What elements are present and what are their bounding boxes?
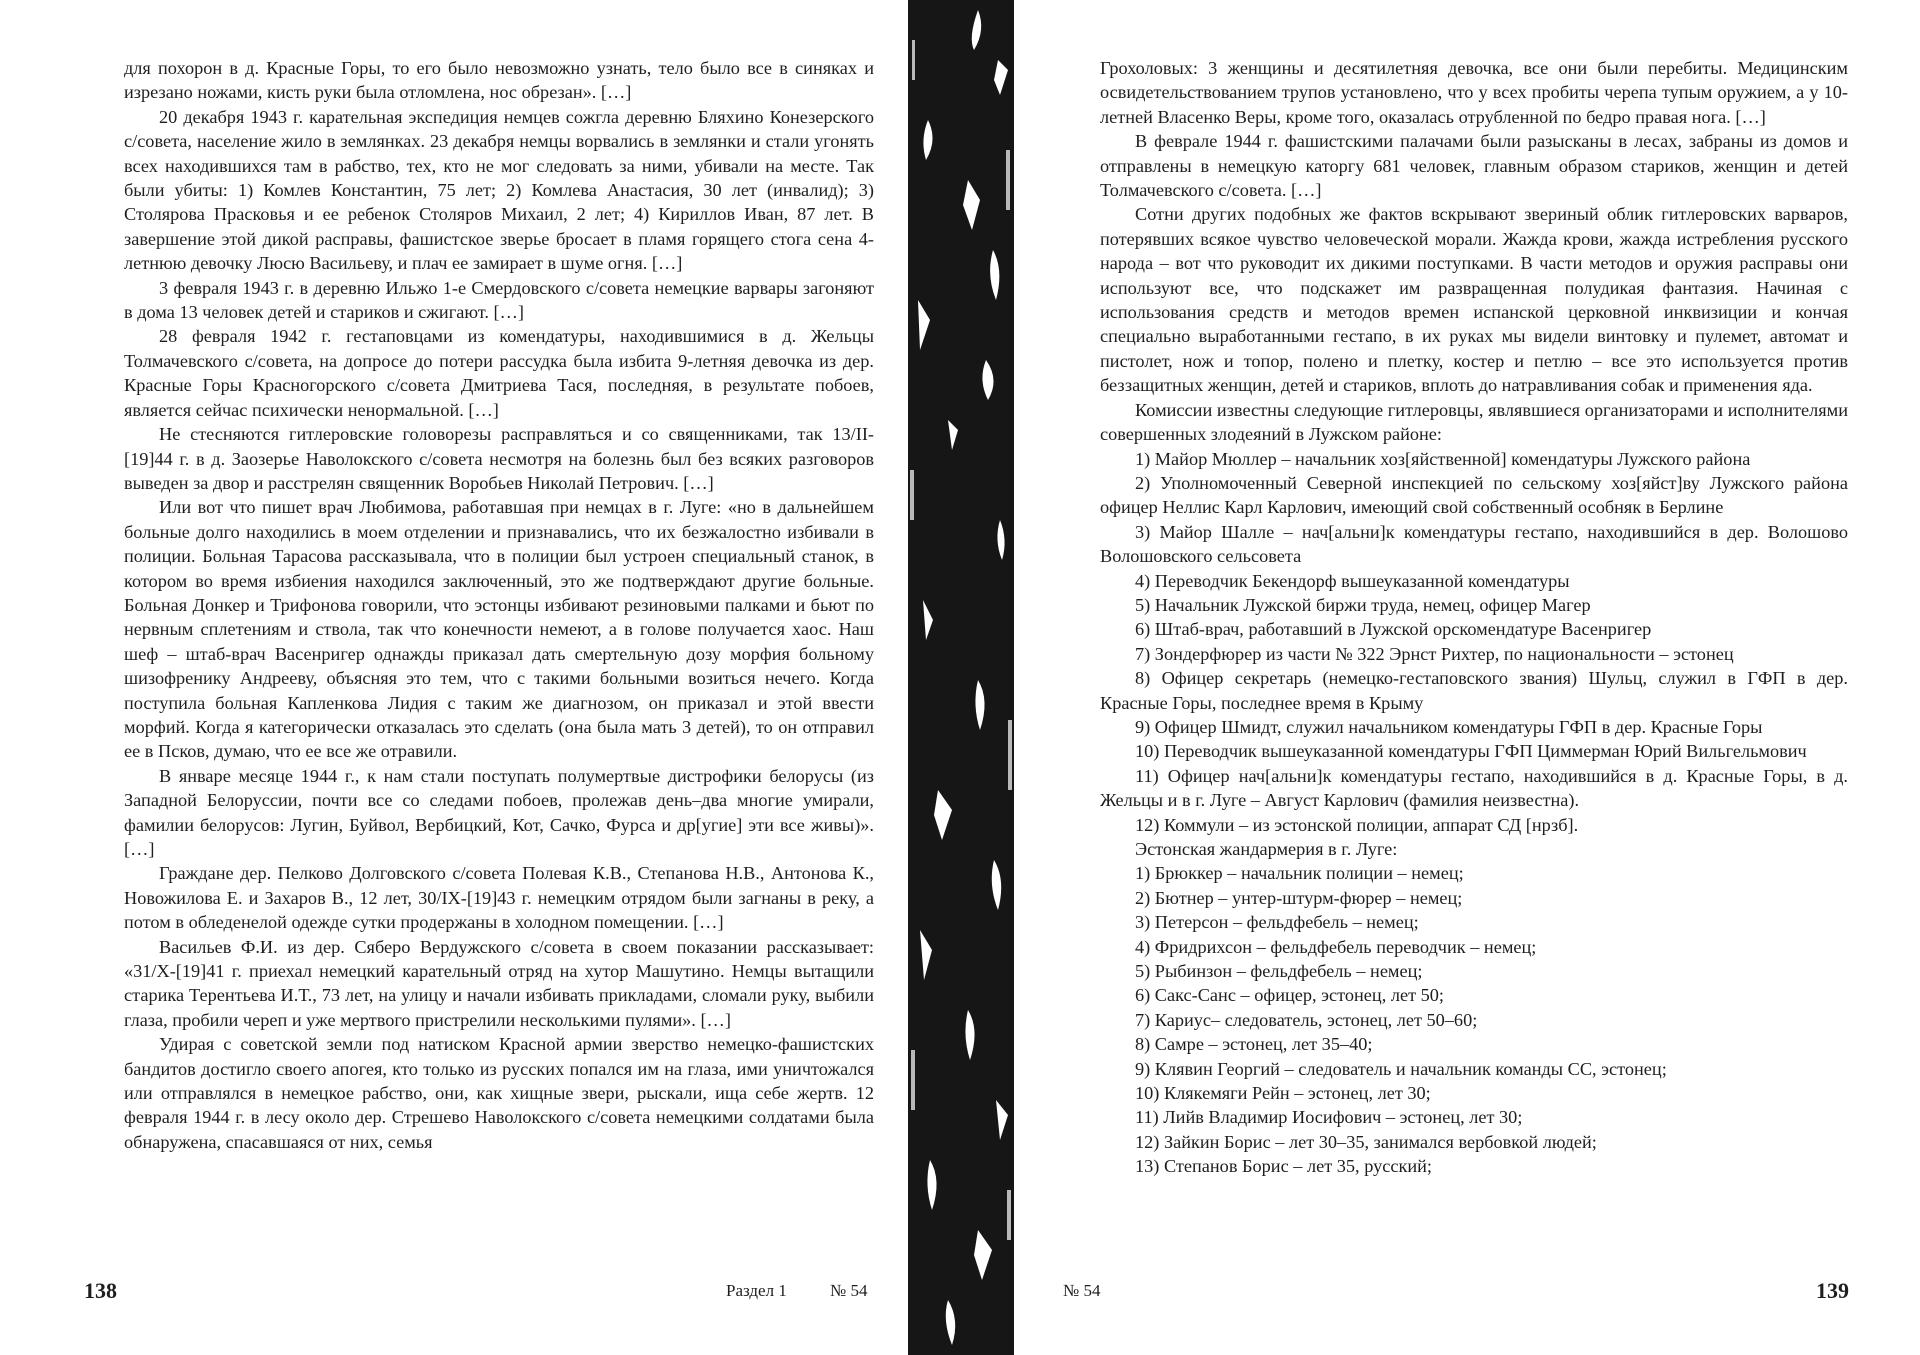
list-item: 4) Переводчик Бекендорф вышеуказанной комендатуры bbox=[1135, 570, 1570, 591]
paragraph: Не стесняются гитлеровские головорезы расправляться и со священниками, так 13/II-[19]44 г. в д. Заозерье Наволокского с/совета несмотря на болезнь был без всяких разговоров выведен за двор и расстрелян священник Воробьев Николай Петрович. […] bbox=[124, 424, 874, 493]
left-page-number: 138 bbox=[84, 1278, 117, 1303]
list-item: 7) Кариус– следователь, эстонец, лет 50–60; bbox=[1135, 1009, 1478, 1030]
left-page-text bbox=[124, 56, 874, 1154]
list-item: 9) Клявин Георгий – следователь и начальник команды СС, эстонец; bbox=[1135, 1058, 1667, 1079]
paragraph: 28 февраля 1942 г. гестаповцами из комендатуры, находившимися в д. Жельцы Толмачевского с/совета, на допросе до потери рассудка была избита 9-летняя девочка из дер. Красные Горы Красногорского с/совета Дмитриева Тася, последняя, в результате побоев, является сейчас психически ненормальной. […] bbox=[124, 326, 874, 420]
list-item: 2) Уполномоченный Северной инспекцией по сельскому хоз[яйст]ву Лужского района офицер Неллис Карл Карлович, имеющий свой собственный особняк в Берлине bbox=[1100, 472, 1848, 518]
running-head-section: Раздел 1 bbox=[726, 1281, 787, 1300]
list-item: 5) Рыбинзон – фельдфебель – немец; bbox=[1135, 961, 1423, 982]
paragraph: Сотни других подобных же фактов вскрывают звериный облик гитлеровских варваров, потерявших всякое чувство человеческой морали. Жажда крови, жажда истребления русского народа – вот что руководит их дикими поступками. В части методов и оружия расправы они используют все, что подскажет им развращенная полудикая фантазия. Начиная с использования средств и методов времен испанской церковной инквизиции и кончая специально выработанными гестапо, в их руках мы видели винтовку и пулемет, автомат и пистолет, нож и топор, полено и плетку, костер и петлю – все это используется против беззащитных женщин, детей и стариков, вплоть до натравливания собак и применения яда. bbox=[1100, 204, 1848, 396]
list-item: 11) Лийв Владимир Иосифович – эстонец, лет 30; bbox=[1135, 1107, 1523, 1128]
list-item: 6) Сакс-Санс – офицер, эстонец, лет 50; bbox=[1135, 985, 1444, 1006]
paragraph: Граждане дер. Пелково Долговского с/совета Полевая К.В., Степанова Н.В., Антонова К., Новожилова Е. и Захаров В., 12 лет, 30/IX-[19]43 г. немецким отрядом были загнаны в реку, а потом в обледенелой одежде сутки продержаны в холодном помещении. […] bbox=[124, 863, 874, 933]
right-page-text bbox=[1100, 56, 1848, 1179]
list-item: 8) Офицер секретарь (немецко-гестаповского звания) Шульц, служил в ГФП в дер. Красные Горы, последнее время в Крыму bbox=[1100, 668, 1848, 713]
paragraph: 3 февраля 1943 г. в деревню Ильжо 1-е Смердовского с/совета немецкие варвары загоняют в дома 13 человек детей и стариков и сжигают. […] bbox=[124, 277, 874, 323]
list-item: 2) Бютнер – унтер-штурм-фюрер – немец; bbox=[1135, 887, 1463, 908]
list-item: 6) Штаб-врач, работавший в Лужской орскомендатуре Васенригер bbox=[1135, 619, 1652, 640]
paragraph: Васильев Ф.И. из дер. Сяберо Вердужского с/совета в своем показании рассказывает: «31/X-[19]41 г. приехал немецкий карательный отряд на хутор Машутино. Немцы вытащили старика Терентьева И.Т., 73 лет, на улицу и начали избивать прикладами, сломали руку, выбили глаза, пробили череп и уже мертвого пристрелили несколькими пулями». […] bbox=[124, 936, 874, 1030]
paragraph: Комиссии известны следующие гитлеровцы, являвшиеся организаторами и исполнителями совершенных злодеяний в Лужском районе: bbox=[1100, 399, 1848, 445]
list-item: 5) Начальник Лужской биржи труда, немец, офицер Магер bbox=[1135, 594, 1591, 615]
list-item: 10) Переводчик вышеуказанной комендатуры ГФП Циммерман Юрий Вильгельмович bbox=[1135, 741, 1807, 762]
paragraph: В январе месяце 1944 г., к нам стали поступать полумертвые дистрофики белорусы (из Западной Белоруссии, почти все со следами побоев, пролежав день–два многие умирали, фамилии белорусов: Лугин, Буйвол, Вербицкий, Кот, Сачко, Фурса и др[угие] эти все живы)». […] bbox=[124, 765, 874, 859]
list-item: 7) Зондерфюрер из части № 322 Эрнст Рихтер, по национальности – эстонец bbox=[1135, 643, 1734, 664]
list-item: 10) Клякемяги Рейн – эстонец, лет 30; bbox=[1135, 1083, 1431, 1104]
list-item: 3) Петерсон – фельдфебель – немец; bbox=[1135, 912, 1419, 933]
list-item: 12) Коммули – из эстонской полиции, аппарат СД [нрзб]. bbox=[1135, 814, 1579, 835]
list-heading: Эстонская жандармерия в г. Луге: bbox=[1135, 839, 1398, 859]
paragraph: В феврале 1944 г. фашистскими палачами были разысканы в лесах, забраны из домов и отправлены в немецкую каторгу 681 человек, главным образом стариков, женщин и детей Толмачевского с/совета. […] bbox=[1100, 131, 1848, 201]
paragraph: Удирая с советской земли под натиском Красной армии зверство немецко-фашистских бандитов достигло своего апогея, кто только из русских попался им на глаза, ими уничтожался или отправлялся в немецкое рабство, они, как хищные звери, рыскали, ища себе жертв. 12 февраля 1944 г. в лесу около дер. Стрешево Наволокского с/совета немецкими солдатами была обнаружена, спасавшаяся от них, семья bbox=[124, 1034, 874, 1152]
paragraph: 20 декабря 1943 г. карательная экспедиция немцев сожгла деревню Бляхино Конезерского с/совета, население жило в землянках. 23 декабря немцы ворвались в землянки и стали угонять всех находившихся там в рабство, тех, кто не мог следовать за ними, убивали на месте. Так были убиты: 1) Комлев Константин, 75 лет; 2) Комлева Анастасия, 30 лет (инвалид); 3) Столярова Прасковья и ее ребенок Столяров Михаил, 2 лет; 4) Кириллов Иван, 87 лет. В завершение этой дикой расправы, фашистское зверье бросает в пламя горящего стога сена 4-летнюю девочку Люсю Васильеву, и плач ее замирает в шуме огня. […] bbox=[124, 106, 874, 274]
list-item: 1) Брюккер – начальник полиции – немец; bbox=[1135, 863, 1464, 884]
running-head-doc-left: № 54 bbox=[830, 1281, 868, 1300]
list-item: 11) Офицер нач[альни]к комендатуры гестапо, находившийся в д. Красные Горы, в д. Жельцы и в г. Луге – Август Карлович (фамилия неизвестна). bbox=[1100, 765, 1848, 811]
paragraph: Или вот что пишет врач Любимова, работавшая при немцах в г. Луге: «но в дальнейшем больные долго находились в моем отделении и признавались, что их безжалостно избивали в полиции. Больная Тарасова рассказывала, что в полиции был устроен специальный станок, в котором во время избиения находился заключенный, это же подтверждают другие больные. Больная Донкер и Трифонова говорили, что эстонцы избивают резиновыми палками и бьют по нервным сплетениям и ствола, так что конечности немеют, а в голове получается хаос. Наш шеф – штаб-врач Васенригер однажды приказал дать смертельную дозу морфия больному шизофренику Андрееву, объясняя это тем, что с такими больными возиться нечего. Когда поступила больная Капленкова Лидия с таким же диагнозом, он приказал и этой ввести морфий. Когда я категорически отказалась это сделать (она была мать 3 детей), то он отправил ее в Псков, думаю, что ее все же отравили. bbox=[124, 497, 874, 762]
list-item: 13) Степанов Борис – лет 35, русский; bbox=[1135, 1156, 1432, 1177]
right-page-number: 139 bbox=[1816, 1278, 1849, 1303]
book-spine-texture bbox=[908, 0, 1014, 1355]
paragraph: Грохоловых: 3 женщины и десятилетняя девочка, все они были перебиты. Медицинским освидетельствованием трупов установлено, что у всех пробиты черепа тупым оружием, а у 10-летней Власенко Веры, кроме того, оказалась отрубленной по бедро правая нога. […] bbox=[1100, 58, 1848, 127]
list-item: 8) Самре – эстонец, лет 35–40; bbox=[1135, 1034, 1373, 1055]
list-item: 1) Майор Мюллер – начальник хоз[яйственной] комендатуры Лужского района bbox=[1135, 448, 1751, 469]
list-item: 12) Зайкин Борис – лет 30–35, занимался вербовкой людей; bbox=[1135, 1131, 1597, 1152]
paragraph: для похорон в д. Красные Горы, то его было невозможно узнать, тело было все в синяках и изрезано ножами, кисть руки была отломлена, нос обрезан». […] bbox=[124, 58, 874, 103]
list-item: 9) Офицер Шмидт, служил начальником комендатуры ГФП в дер. Красные Горы bbox=[1135, 716, 1763, 737]
list-item: 3) Майор Шалле – нач[альни]к комендатуры гестапо, находившийся в дер. Волошово Волошовского сельсовета bbox=[1100, 521, 1848, 567]
running-head-doc-right: № 54 bbox=[1063, 1281, 1101, 1300]
list-item: 4) Фридрихсон – фельдфебель переводчик – немец; bbox=[1135, 936, 1537, 957]
